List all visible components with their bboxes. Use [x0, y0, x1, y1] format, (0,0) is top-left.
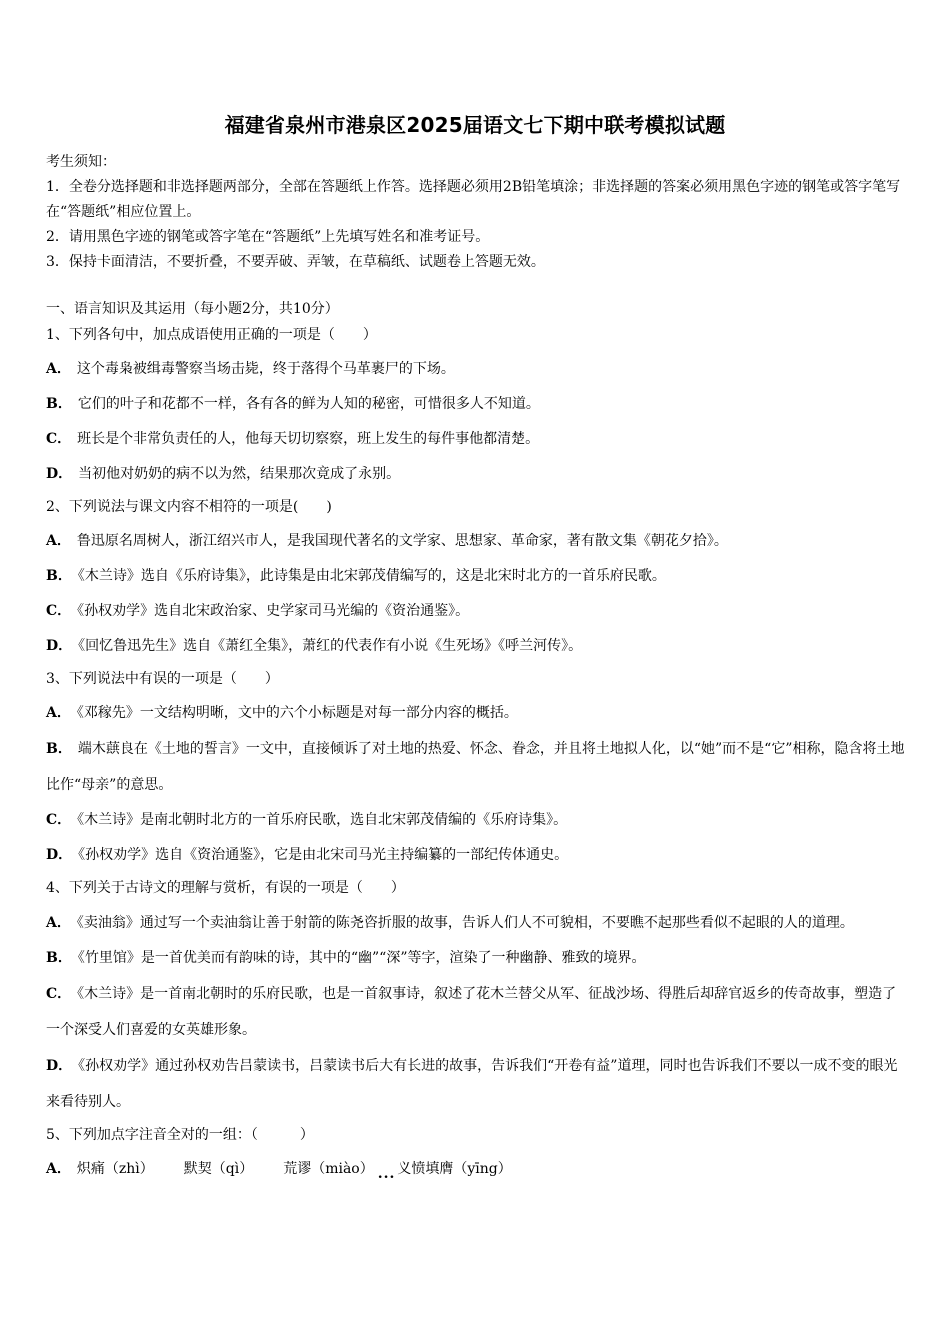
option-b: [46, 731, 906, 803]
option-letter: A．: [46, 915, 71, 931]
option-d: [46, 838, 906, 873]
option-letter: C．: [46, 603, 72, 619]
option-text: 《邓稼先》一文结构明晰，文中的六个小标题是对每一部分内容的概括。: [76, 705, 518, 721]
notice-item: 1．全卷分选择题和非选择题两部分，全部在答题纸上作答。选择题必须用2B铅笔填涂；非选择题的答案必须用黑色字迹的钢笔或答字笔写在“答题纸”相应位置上。: [46, 179, 901, 220]
question-1: [46, 320, 906, 492]
question-stem: 5、下列加点字注音全对的一组：（ ）: [46, 1127, 314, 1143]
option-text: 《木兰诗》是南北朝时北方的一首乐府民歌，选自北宋郭茂倩编的《乐府诗集》。: [77, 812, 568, 828]
option-letter: B．: [46, 950, 72, 966]
option-b: [46, 941, 906, 976]
option-b: [46, 559, 906, 594]
option-text: 《木兰诗》选自《乐府诗集》，此诗集是由北宋郭茂倩编写的，这是北宋时北方的一首乐府民歌。: [77, 568, 666, 584]
option-letter: B．: [46, 396, 72, 412]
option-a: [46, 524, 906, 559]
option-letter: B．: [46, 741, 72, 757]
option-text: 《竹里馆》是一首优美而有韵味的诗，其中的“幽”“深”等字，渲染了一种幽静、雅致的境界。: [77, 950, 646, 966]
question-3: [46, 664, 906, 873]
notice-heading: 考生须知：: [46, 154, 116, 170]
option-d: [46, 1048, 906, 1120]
option-text: 它们的叶子和花都不一样，各有各的鲜为人知的秘密，可惜很多人不知道。: [77, 396, 540, 412]
notice-item: 2．请用黑色字迹的钢笔或答字笔在“答题纸”上先填写姓名和准考证号。: [46, 229, 490, 245]
option-a: [46, 905, 906, 941]
question-stem: 4、下列关于古诗文的理解与赏析，有误的一项是（ ）: [46, 880, 405, 896]
option-letter: A．: [46, 705, 71, 721]
option-text: 鲁迅原名周树人，浙江绍兴市人，是我国现代著名的文学家、思想家、革命家，著有散文集《朝花夕拾》。: [76, 533, 728, 549]
question-stem: 1、下列各句中，加点成语使用正确的一项是（ ）: [46, 327, 377, 343]
option-text: 《卖油翁》通过写一个卖油翁让善于射箭的陈尧咨折服的故事，告诉人们人不可貌相，不要瞧不起那些看似不起眼的人的道理。: [76, 915, 854, 931]
option-letter: A．: [46, 533, 71, 549]
option-c: [46, 803, 906, 838]
option-text: 端木蕻良在《土地的誓言》一文中，直接倾诉了对土地的热爱、怀念、眷念，并且将土地拟人化，以“她”而不是“它”相称，隐含将土地比作“母亲”的意思。: [46, 741, 905, 793]
option-letter: A．: [46, 361, 71, 377]
option-letter: D．: [46, 1058, 73, 1074]
option-text: 班长是个非常负责任的人，他每天切切察察，班上发生的每件事他都清楚。: [77, 431, 540, 447]
section-header: 一、语言知识及其运用（每小题2分，共10分）: [46, 301, 339, 317]
pinyin-item: 义愤填膺（yīng）: [397, 1161, 512, 1177]
option-letter: D．: [46, 638, 73, 654]
option-a: [46, 696, 906, 731]
question-5: [46, 1120, 906, 1186]
question-2: [46, 492, 906, 664]
option-text: 《回忆鲁迅先生》选自《萧红全集》，萧红的代表作有小说《生死场》《呼兰河传》。: [78, 638, 583, 654]
option-letter: D．: [46, 847, 73, 863]
page-title: 福建省泉州市港泉区2025届语文七下期中联考模拟试题: [224, 113, 726, 137]
pinyin-item: 默契（qì）: [183, 1161, 254, 1177]
option-text: 《孙权劝学》选自《资治通鉴》，它是由北宋司马光主持编纂的一部纪传体通史。: [78, 847, 569, 863]
option-text: 《孙权劝学》选自北宋政治家、史学家司马光编的《资治通鉴》。: [77, 603, 470, 619]
notice-block: [46, 150, 906, 275]
option-letter: C．: [46, 986, 72, 1002]
option-text: 《木兰诗》是一首南北朝时的乐府民歌，也是一首叙事诗，叙述了花木兰替父从军、征战沙场、得胜后却辞官返乡的传奇故事，塑造了一个深受人们喜爱的女英雄形象。: [46, 986, 897, 1038]
option-c: [46, 594, 906, 629]
pinyin-item: 炽痛（zhì）: [76, 1161, 154, 1177]
option-c: [46, 422, 906, 457]
option-letter: B．: [46, 568, 72, 584]
question-stem: 2、下列说法与课文内容不相符的一项是( ): [46, 499, 332, 515]
question-stem: 3、下列说法中有误的一项是（ ）: [46, 671, 279, 687]
option-d: [46, 629, 906, 664]
option-a: [46, 1152, 906, 1186]
option-text: 《孙权劝学》通过孙权劝告吕蒙读书，吕蒙读书后大有长进的故事，告诉我们“开卷有益”道理，同时也告诉我们不要以一成不变的眼光来看待别人。: [46, 1058, 898, 1110]
question-content: [46, 298, 906, 1186]
emphasis-dots: ...: [377, 1166, 396, 1182]
option-text: 这个毒枭被缉毒警察当场击毙，终于落得个马革裹尸的下场。: [76, 361, 455, 377]
option-letter: A．: [46, 1161, 71, 1177]
option-a: [46, 352, 906, 387]
notice-item: 3．保持卡面清洁，不要折叠，不要弄破、弄皱，在草稿纸、试题卷上答题无效。: [46, 254, 545, 270]
option-d: [46, 457, 906, 492]
option-c: [46, 976, 906, 1048]
option-letter: C．: [46, 812, 72, 828]
option-letter: C．: [46, 431, 72, 447]
question-4: [46, 873, 906, 1120]
option-text: 当初他对奶奶的病不以为然，结果那次竟成了永别。: [78, 466, 401, 482]
pinyin-item: 荒谬（miào）: [283, 1161, 374, 1177]
option-letter: D．: [46, 466, 73, 482]
option-b: [46, 387, 906, 422]
